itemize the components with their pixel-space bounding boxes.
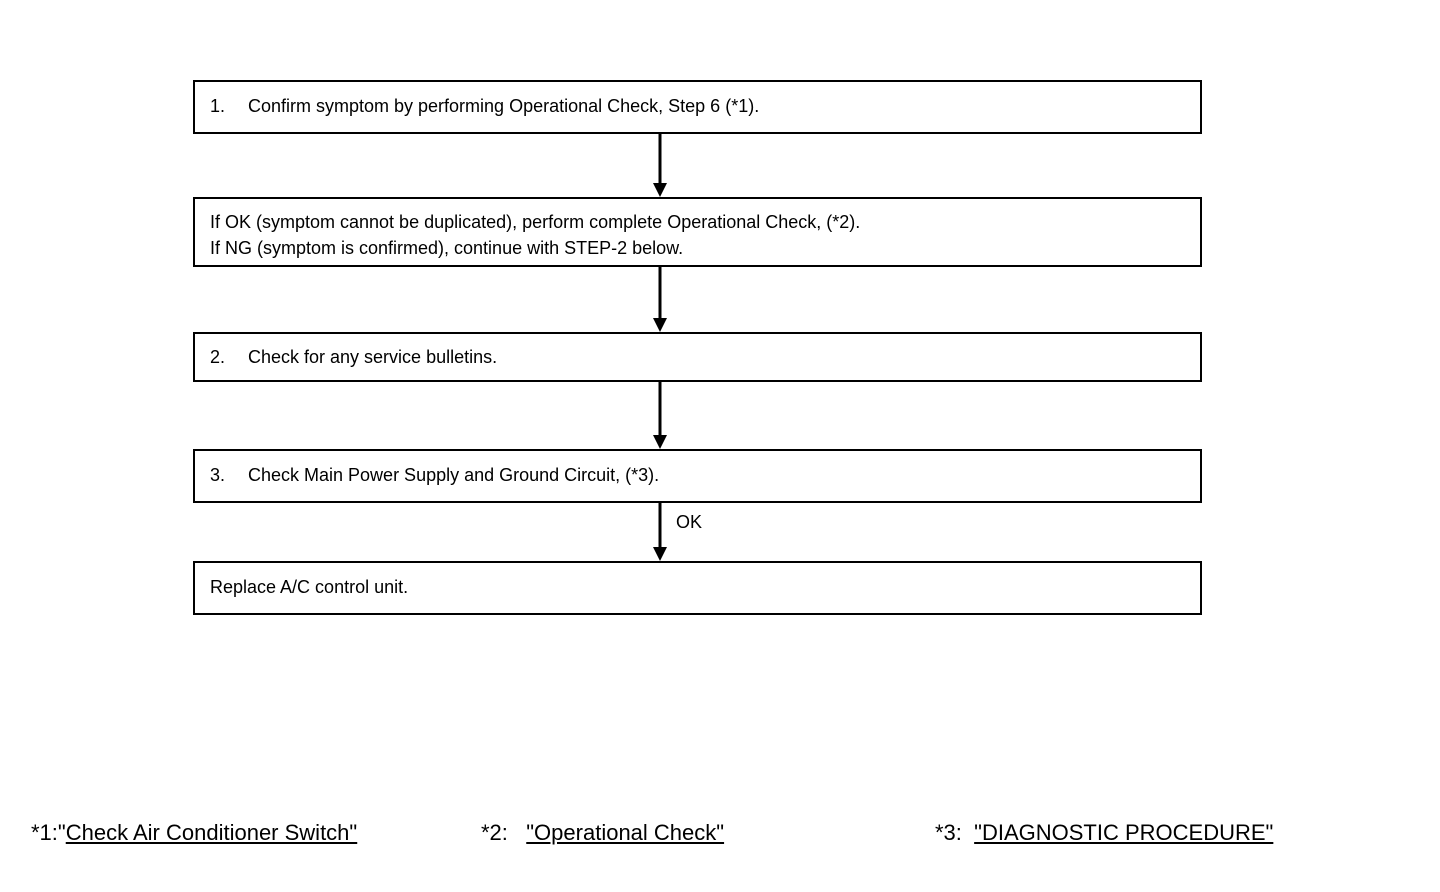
step-3-text [210, 462, 659, 488]
footnote-2 [481, 820, 724, 846]
footnote-3-link[interactable]: "DIAGNOSTIC PROCEDURE" [974, 820, 1274, 845]
arrow-3-head [653, 435, 667, 449]
step-3-label: Check Main Power Supply and Ground Circuit, (*3). [248, 465, 660, 485]
step-1-result-box [193, 197, 1202, 267]
footnote-2-marker: *2: [481, 820, 527, 845]
final-step-box [193, 561, 1202, 615]
arrow-1-head [653, 183, 667, 197]
step-2-text [210, 344, 497, 370]
arrow-4-head [653, 547, 667, 561]
step-3-number: 3. [210, 465, 226, 485]
result-ok-text: If OK (symptom cannot be duplicated), perform complete Operational Check, (*2). [210, 212, 861, 232]
footnote-1-marker: *1: [31, 820, 58, 845]
footnote-1-link[interactable]: Check Air Conditioner Switch" [65, 820, 358, 845]
step-3-box [193, 449, 1202, 503]
result-ng-text: If NG (symptom is confirmed), continue with STEP-2 below. [210, 238, 684, 258]
final-step-label: Replace A/C control unit. [210, 577, 409, 597]
footnote-2-link[interactable]: "Operational Check" [526, 820, 725, 845]
step-2-label: Check for any service bulletins. [248, 347, 498, 367]
footnote-3 [935, 820, 1273, 846]
step-1-number: 1. [210, 96, 226, 116]
step-1-label: Confirm symptom by performing Operational Check, Step 6 (*1). [248, 96, 760, 116]
step-2-box [193, 332, 1202, 382]
footnote-1 [31, 820, 357, 846]
ok-edge-label: OK [676, 512, 703, 532]
footnote-1-open-quote: " [57, 820, 66, 845]
step-2-number: 2. [210, 347, 226, 367]
arrow-2-head [653, 318, 667, 332]
footnote-3-marker: *3: [935, 820, 975, 845]
step-1-text [210, 93, 759, 119]
step-1-box [193, 80, 1202, 134]
